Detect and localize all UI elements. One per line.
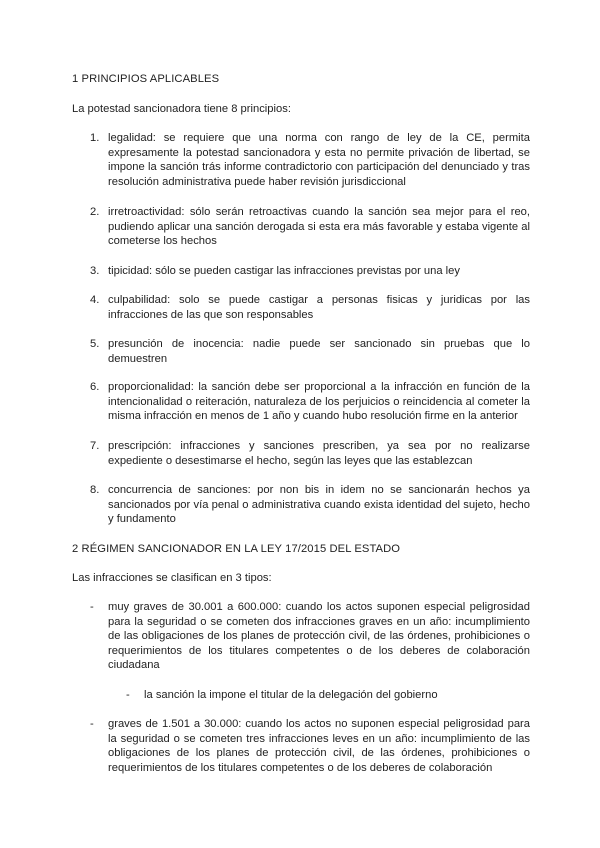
principle-item-8 <box>90 483 530 527</box>
section-1-intro: La potestad sancionadora tiene 8 principios: <box>72 103 291 115</box>
list-item-text: irretroactividad: sólo serán retroactivas cuando la sanción sea mejor para el reo, pudiendo aplicar una sanción derogada si esta era más favorable y estaba vigente al cometerse los hechos <box>108 206 530 248</box>
list-number: 7. <box>90 440 100 452</box>
list-item-text: legalidad: se requiere que una norma con rango de ley de la CE, permita expresamente la potestad sancionadora y esta no permite privación de libertad, se impone la sanción trás informe contradictorio con participación del denunciado y tras resolución administrativa puede haber revisión jurisdiccional <box>108 132 530 188</box>
dash-bullet: - <box>126 689 130 701</box>
list-number: 5. <box>90 338 100 350</box>
section-2-heading: 2 RÉGIMEN SANCIONADOR EN LA LEY 17/2015 DEL ESTADO <box>72 543 401 555</box>
list-item-text: la sanción la impone el titular de la delegación del gobierno <box>144 689 438 701</box>
principle-item-5 <box>90 337 530 366</box>
list-number: 1. <box>90 132 100 144</box>
principle-item-7 <box>90 439 530 468</box>
principle-item-6 <box>90 380 530 424</box>
list-number: 3. <box>90 265 100 277</box>
list-item-text: proporcionalidad: la sanción debe ser proporcional a la infracción en función de la intencionalidad o reiteración, naturaleza de los perjuicios o reincidencia al cometer la misma infracción en menos de 1 año y cuando hubo resolución firme en la anterior <box>108 381 530 423</box>
dash-bullet: - <box>90 601 94 613</box>
infraction-item-graves <box>90 717 530 775</box>
list-item-text: graves de 1.501 a 30.000: cuando los actos no suponen especial peligrosidad para la seguridad o se cometen tres infracciones leves en un año: incumplimiento de las obligaciones de los planes de protección civil, de las órdenes, prohibiciones o requerimientos de los titulares competentes o de los deberes de colaboración <box>108 718 530 774</box>
principle-item-3 <box>90 264 530 279</box>
list-item-text: prescripción: infracciones y sanciones prescriben, ya sea por no realizarse expediente o desestimarse el hecho, según las leyes que las establezcan <box>108 440 530 467</box>
dash-bullet: - <box>90 718 94 730</box>
section-2-intro: Las infracciones se clasifican en 3 tipos: <box>72 572 272 584</box>
principle-item-1 <box>90 131 530 189</box>
list-number: 8. <box>90 484 100 496</box>
list-number: 2. <box>90 206 100 218</box>
list-item-text: concurrencia de sanciones: por non bis in idem no se sancionarán hechos ya sancionados por vía penal o administrativa cuando exista identidad del sujeto, hecho y fundamento <box>108 484 530 526</box>
list-number: 6. <box>90 381 100 393</box>
list-number: 4. <box>90 294 100 306</box>
principle-item-4 <box>90 293 530 322</box>
list-item-text: tipicidad: sólo se pueden castigar las infracciones previstas por una ley <box>108 265 460 277</box>
list-item-text: culpabilidad: solo se puede castigar a personas fisicas y juridicas por las infracciones de las que son responsables <box>108 294 530 321</box>
section-1-heading: 1 PRINCIPIOS APLICABLES <box>72 73 220 85</box>
list-item-text: presunción de inocencia: nadie puede ser sancionado sin pruebas que lo demuestren <box>108 338 530 365</box>
principle-item-2 <box>90 205 530 249</box>
infraction-subitem <box>126 688 530 703</box>
infraction-item-muy-graves <box>90 600 530 673</box>
list-item-text: muy graves de 30.001 a 600.000: cuando los actos suponen especial peligrosidad para la seguridad o se cometen dos infracciones graves en un año: incumplimiento de las obligaciones de los planes de protección civil, de las órdenes, prohibiciones o requerimientos de los titulares competentes o de los deberes de colaboración ciudadana <box>108 601 530 672</box>
